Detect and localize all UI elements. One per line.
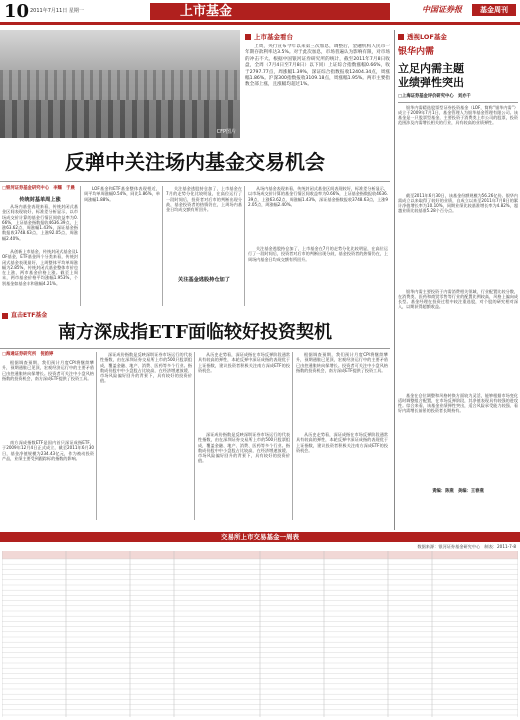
section-logo [472,4,516,16]
news-photo [0,30,240,138]
sidebar-paragraph-1: 银华内需精选股票型证券投资基金（LOF，简称“银华内需”）成立于2009年7月1日，基金管理人为银华基金管理有限公司。该基金是一只股票型基金，主要投资于消费类上市公司的股票，投资范围涉及内需增长相关的行业，具有较高的业绩弹性。 [398,104,518,126]
header-date: 2011年7月11日 星期一 [30,8,84,14]
main-paragraph-1: 从场内基金表现来看，传统封闭式基金区间表现较好，标准差分析显示，以市场成交价计算的基金行情区间收益率为0.66%，上证基金指数报收4636.39点，上涨63.62点，周涨幅1.43%，深证基金指数报收3748.63点，上涨92.05点，周涨幅2.40%。 [2,204,78,241]
etf-paragraph-4: 从历史走势看，深证成指在市场反弹阶段通常具有较高的弹性，本轮反弹中深证成指的表现优于上证指数，建议投资者积极关注南方深成ETF的投资机会。 [198,352,290,373]
main-col-1 [2,196,78,306]
etf-paragraph-1: 根据调查预期，我们预计月度CPI将继续攀升，预期通胀已见顶，宏观经济运行中的主要矛盾已由控通胀转向保增长。投资者可关注中小盘风格指数的投资机会，南方深成ETF提供了投资工具。 [2,360,94,381]
bottom-table-source: 数据来源：银河证券基金研究中心 制表：2011-7-8 [417,544,516,549]
bottom-table-banner [0,532,520,542]
sidebar-paragraph-3: 银华内需主要投资于内需消费相关领域，行业配置比较分散，在消费类、医药和商贸零售等行业的配置比例较高，风格上偏向成长型。基金经理在投资过程中较注重选股，对个股的研究相对深入，以期获得超额收益。 [398,288,518,310]
section-title: 上市基金 [180,4,233,19]
top-story-body: 上周，央行宣布今年以来第三次加息，调整后，金融机构人民币一年期存款利率达3.5%。对于此次加息，市场普遍认为影响有限，对市场的冲击不大。根据中国银河证券研究所的统计，截至2011年7月8日收盘，全周（7月4日至7月8日）以下同）上证综合指数涨幅0.66%，收于2797.77点，周涨幅1.39%，深证综合指数报收12404.34点，周涨幅1.86%。沪深300指数报收3109.18点，周涨幅1.95%。两市主要指数全部上涨，且涨幅均超过1%。 [245,44,390,88]
bottom-table [2,551,518,717]
fund-data-grid [2,551,518,717]
sidebar-paragraph-2: 截至2011年6月30日，该基金份额规模为56.26亿份。银华内需成立以来取得了较好的业绩，自成立以来至2011年7月8日的累计净值增长率为10.10%，同期业绩比较基准增长率为4.82%，超越业绩比较基准5.28个百分点。 [398,192,518,214]
sidebar-kicker: 透视LOF基金 [398,33,518,41]
main-col-2 [84,186,160,306]
sidebar-author: 银华内需 [398,47,435,57]
etf-kicker: 直击ETF基金 [2,312,47,320]
etf-paragraph-5: 深证成份指数是反映深圳证券市场运行的代表性指数，由在深圳证券交易所上市的500只股票组成，覆盖金融、地产、消费、医药等多个行业。指数成份股中中小盘股占比较高，在经济增速放缓、市场风险偏好回升的背景下，具有较好的投资价值。 [198,432,290,464]
section-logo-text: 基金周刊 [480,6,508,14]
etf-paragraph-3: 深证成份指数是反映深圳证券市场运行的代表性指数，由在深圳证券交易所上市的500只股票组成，覆盖金融、地产、消费、医药等多个行业。指数成份股中中小盘股占比较高，在经济增速放缓、市场风险偏好回升的背景下，具有较好的投资价值。 [100,352,192,384]
main-paragraph-5: 从场内基金表现来看，传统封闭式基金区间表现较好，标准差分析显示，以市场成交价计算的基金行情区间收益率为0.66%，上证基金指数报收4636.39点，上涨63.62点，周涨幅1.43%，深证基金指数报收3748.63点，上涨92.05点，周涨幅2.40%。 [248,186,388,207]
photo-caption: CFP图片 [216,128,236,135]
etf-paragraph-2: 南方深成指数ETF是国内首只深证成指ETF，于2009年12月4日正式成立，截至2011年6月30日，基金净值规模为234.43亿元，作为被动投资产品，业绩主要受到跟踪标的指数的影响。 [2,440,94,461]
etf-rule [0,348,390,349]
etf-col-4 [296,352,388,520]
main-paragraph-4: 关注基金逃股持仓加了，上市基金在7月的走势分化比较明显，在高位运行了一段时间后，投资者对后市的判断出现分歧，基金投资者的热情仍在，上周场内基金日均成交额有所回升。 [166,186,242,213]
main-subhead-1: 传统封基单周上涨 [19,197,61,203]
etf-paragraph-7: 从历史走势看，深证成指在市场反弹阶段通常具有较高的弹性，本轮反弹中深证成指的表现优于上证指数，建议投资者积极关注南方深成ETF的投资机会。 [296,432,388,453]
etf-col-3 [198,352,290,520]
section-tab [150,3,390,20]
main-paragraph-2: 从创新上市基金、传统封闭式基金及LOF基金，ETF基金四个分类来看，传统封闭式基金表现最好，上周整体平均单周涨幅为2.85%，传统封闭式基金整体市价也在上涨，两市基金价格上涨。截至上周末，两市基金价格平均涨幅1.953%，个别基金如基金丰和涨幅4.21%。 [2,249,78,286]
top-story-kicker: 上市基金看台 [245,33,390,41]
page-number: 10 [4,1,30,22]
top-story [245,33,390,138]
header-rule [0,22,520,25]
main-col-3 [166,186,242,306]
sidebar-footer: 责编：陈燕 美编：王春燕 [432,488,484,494]
main-byline: □银河证券基金研究中心 李耀 于晨 [2,186,75,191]
headline-rule [0,181,390,182]
main-paragraph-6: 关注基金逃股持仓加了，上市基金在7月的走势分化比较明显，在高位运行了一段时间后，投资者对后市的判断出现分歧，基金投资者的热情仍在，上周场内基金日均成交额有所回升。 [248,246,388,262]
etf-headline: 南方深成指ETF面临较好投资契机 [58,322,332,343]
sidebar-headline-2: 业绩弹性突出 [398,76,464,89]
sidebar [398,33,518,528]
etf-byline: □海通证券研究所 倪韵婷 [2,352,54,357]
sidebar-byline: □上海证券基金评价研究中心 刘亦千 [398,94,518,103]
main-col-4 [248,186,388,306]
page-header [0,0,520,30]
main-subhead-2: 关注基金逃股持仓加了 [178,277,230,283]
paper-name: 中国证券报 [422,5,462,14]
etf-paragraph-6: 根据调查预期，我们预计月度CPI将继续攀升，预期通胀已见顶，宏观经济运行中的主要矛盾已由控通胀转向保增长。投资者可关注中小盘风格指数的投资机会，南方深成ETF提供了投资工具。 [296,352,388,373]
etf-col-2 [100,352,192,520]
main-headline: 反弹中关注场内基金交易机会 [65,150,325,174]
sidebar-paragraph-4: 基金在仓位调整和风格转换方面较为灵活，能够根据市场变化适时调整组合配置，在市场反弹阶段，其净值表现具有较强的进攻性。综合来看，该基金业绩弹性突出，适合风险承受能力较强、看好内需增长前景的投资者长期持有。 [398,392,518,414]
bottom-table-title: 交易所上市交易基金一周表 [221,533,299,541]
main-paragraph-3: LOF基金和ETF基金整体表现相近，周平均单周涨幅0.54%，同比1.86%，单周涨幅1.88%。 [84,186,160,202]
sidebar-headline-1: 立足内需主题 [398,62,464,75]
etf-col-1 [2,360,94,520]
